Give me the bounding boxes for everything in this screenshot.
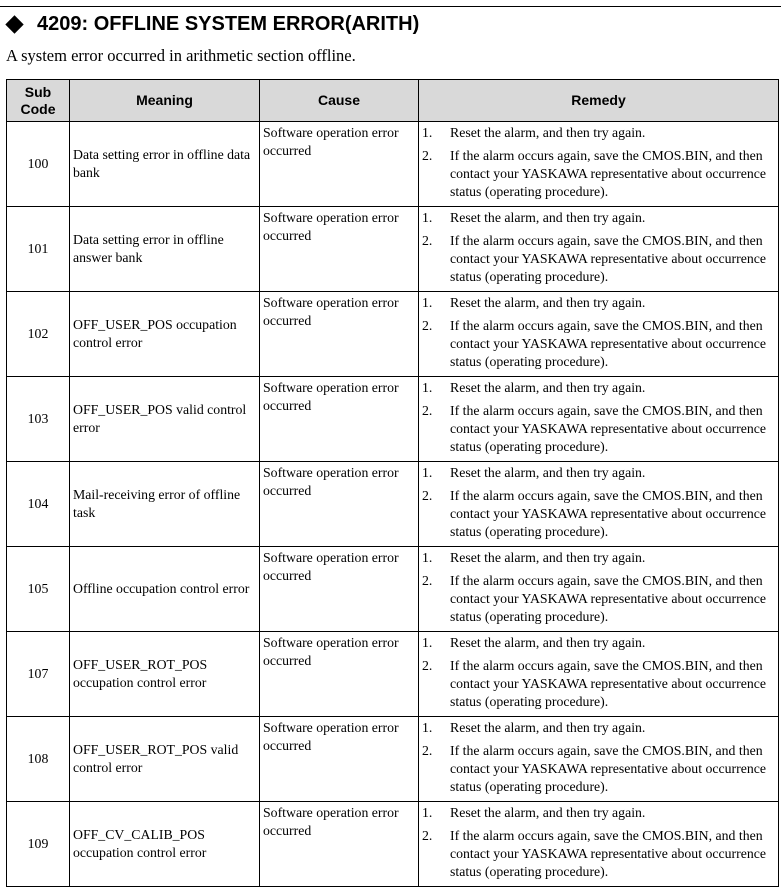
remedy-step-number: 1. (422, 550, 433, 565)
remedy-step-text: Reset the alarm, and then try again. (450, 210, 646, 225)
meaning-cell: OFF_CV_CALIB_POS occupation control error (70, 802, 260, 887)
header-remedy: Remedy (419, 80, 779, 122)
remedy-step-number: 1. (422, 295, 433, 310)
remedy-cell (419, 292, 779, 377)
table-row (7, 802, 779, 887)
remedy-step (422, 294, 774, 312)
cause-cell: Software operation error occurred (260, 207, 419, 292)
remedy-step-text: Reset the alarm, and then try again. (450, 125, 646, 140)
remedy-step-text: If the alarm occurs again, save the CMOS.BIN, and then contact your YASKAWA representative about occurrence status (operating procedure). (450, 573, 766, 624)
remedy-step-text: Reset the alarm, and then try again. (450, 380, 646, 395)
remedy-step-text: Reset the alarm, and then try again. (450, 295, 646, 310)
remedy-step (422, 804, 774, 822)
remedy-cell (419, 207, 779, 292)
remedy-step-number: 2. (422, 828, 433, 843)
heading-rule (0, 6, 781, 7)
remedy-step (422, 379, 774, 397)
remedy-step (422, 464, 774, 482)
meaning-cell: Mail-receiving error of offline task (70, 462, 260, 547)
header-sub-code (7, 80, 70, 122)
remedy-step-number: 1. (422, 210, 433, 225)
remedy-step-number: 2. (422, 658, 433, 673)
remedy-step-text: If the alarm occurs again, save the CMOS.BIN, and then contact your YASKAWA representative about occurrence status (operating procedure). (450, 148, 766, 199)
remedy-step-number: 2. (422, 403, 433, 418)
remedy-step-number: 2. (422, 743, 433, 758)
error-table (6, 79, 779, 887)
remedy-step-text: If the alarm occurs again, save the CMOS.BIN, and then contact your YASKAWA representative about occurrence status (operating procedure). (450, 828, 766, 879)
diamond-bullet-icon (5, 15, 23, 33)
remedy-cell (419, 632, 779, 717)
remedy-step (422, 634, 774, 652)
remedy-step-text: If the alarm occurs again, save the CMOS.BIN, and then contact your YASKAWA representative about occurrence status (operating procedure). (450, 658, 766, 709)
sub-code-cell: 107 (7, 632, 70, 717)
sub-code-cell: 108 (7, 717, 70, 802)
table-row (7, 462, 779, 547)
sub-code-cell: 105 (7, 547, 70, 632)
remedy-step (422, 487, 774, 541)
remedy-cell (419, 377, 779, 462)
remedy-step-number: 1. (422, 635, 433, 650)
header-cause: Cause (260, 80, 419, 122)
cause-cell: Software operation error occurred (260, 292, 419, 377)
sub-code-cell: 102 (7, 292, 70, 377)
sub-code-cell: 109 (7, 802, 70, 887)
table-row (7, 207, 779, 292)
sub-code-cell: 103 (7, 377, 70, 462)
remedy-step (422, 827, 774, 881)
remedy-step-text: If the alarm occurs again, save the CMOS.BIN, and then contact your YASKAWA representative about occurrence status (operating procedure). (450, 743, 766, 794)
meaning-cell: Offline occupation control error (70, 547, 260, 632)
meaning-cell: Data setting error in offline answer bank (70, 207, 260, 292)
intro-text: A system error occurred in arithmetic section offline. (6, 46, 356, 65)
remedy-step (422, 232, 774, 286)
cause-cell: Software operation error occurred (260, 802, 419, 887)
remedy-step (422, 657, 774, 711)
remedy-step-text: Reset the alarm, and then try again. (450, 465, 646, 480)
cause-cell: Software operation error occurred (260, 547, 419, 632)
table-row (7, 122, 779, 207)
table-header-row (7, 80, 779, 122)
meaning-cell: OFF_USER_POS valid control error (70, 377, 260, 462)
table-row (7, 547, 779, 632)
remedy-step (422, 549, 774, 567)
meaning-cell: OFF_USER_ROT_POS valid control error (70, 717, 260, 802)
remedy-step (422, 719, 774, 737)
header-sub-code-label: Sub Code (20, 83, 56, 117)
remedy-step-number: 1. (422, 805, 433, 820)
remedy-step-number: 2. (422, 318, 433, 333)
meaning-cell: Data setting error in offline data bank (70, 122, 260, 207)
remedy-step-number: 1. (422, 125, 433, 140)
remedy-step-number: 1. (422, 380, 433, 395)
remedy-step (422, 317, 774, 371)
cause-cell: Software operation error occurred (260, 632, 419, 717)
remedy-step-text: If the alarm occurs again, save the CMOS.BIN, and then contact your YASKAWA representative about occurrence status (operating procedure). (450, 233, 766, 284)
cause-cell: Software operation error occurred (260, 377, 419, 462)
table-row (7, 632, 779, 717)
remedy-step-text: If the alarm occurs again, save the CMOS.BIN, and then contact your YASKAWA representative about occurrence status (operating procedure). (450, 318, 766, 369)
remedy-step-text: Reset the alarm, and then try again. (450, 805, 646, 820)
remedy-step-number: 1. (422, 720, 433, 735)
header-meaning: Meaning (70, 80, 260, 122)
table-row (7, 292, 779, 377)
table-row (7, 377, 779, 462)
remedy-step-number: 1. (422, 465, 433, 480)
remedy-step-text: If the alarm occurs again, save the CMOS.BIN, and then contact your YASKAWA representative about occurrence status (operating procedure). (450, 403, 766, 454)
meaning-cell: OFF_USER_ROT_POS occupation control error (70, 632, 260, 717)
meaning-cell: OFF_USER_POS occupation control error (70, 292, 260, 377)
remedy-step-number: 2. (422, 148, 433, 163)
remedy-step-text: Reset the alarm, and then try again. (450, 635, 646, 650)
sub-code-cell: 104 (7, 462, 70, 547)
heading-text: 4209: OFFLINE SYSTEM ERROR(ARITH) (37, 12, 420, 35)
remedy-step-text: Reset the alarm, and then try again. (450, 720, 646, 735)
remedy-cell (419, 802, 779, 887)
remedy-step (422, 209, 774, 227)
remedy-step-number: 2. (422, 573, 433, 588)
remedy-step-text: If the alarm occurs again, save the CMOS.BIN, and then contact your YASKAWA representative about occurrence status (operating procedure). (450, 488, 766, 539)
remedy-step-number: 2. (422, 233, 433, 248)
remedy-step (422, 402, 774, 456)
cause-cell: Software operation error occurred (260, 462, 419, 547)
remedy-step (422, 147, 774, 201)
remedy-step (422, 742, 774, 796)
remedy-step (422, 124, 774, 142)
remedy-step-number: 2. (422, 488, 433, 503)
sub-code-cell: 101 (7, 207, 70, 292)
remedy-cell (419, 122, 779, 207)
sub-code-cell: 100 (7, 122, 70, 207)
remedy-step (422, 572, 774, 626)
remedy-cell (419, 717, 779, 802)
remedy-step-text: Reset the alarm, and then try again. (450, 550, 646, 565)
cause-cell: Software operation error occurred (260, 717, 419, 802)
section-heading (3, 8, 419, 40)
cause-cell: Software operation error occurred (260, 122, 419, 207)
table-row (7, 717, 779, 802)
remedy-cell (419, 462, 779, 547)
remedy-cell (419, 547, 779, 632)
